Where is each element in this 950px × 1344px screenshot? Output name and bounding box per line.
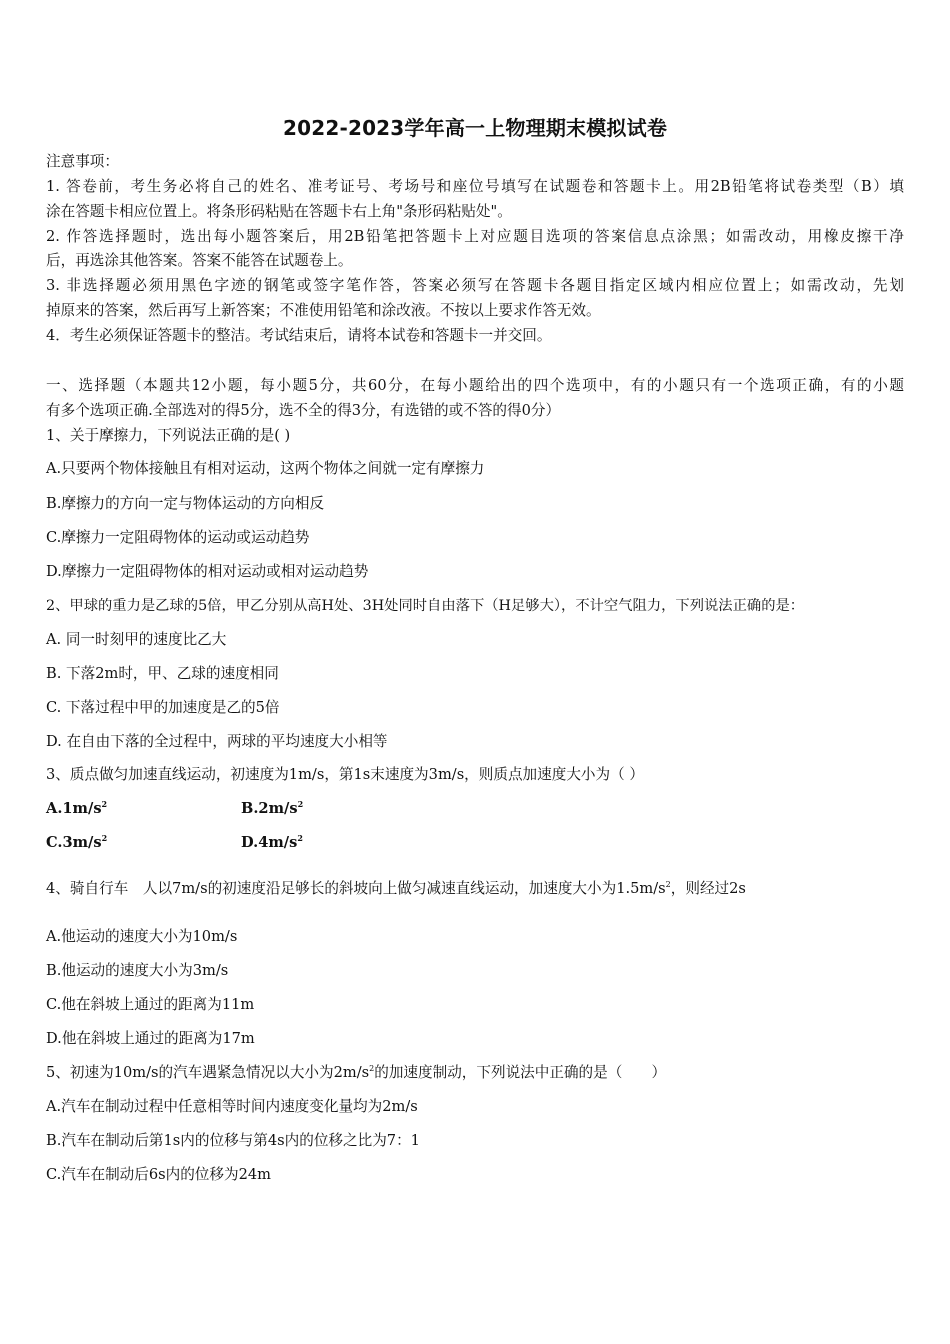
question-1-stem: 1、关于摩擦力，下列说法正确的是( ) bbox=[46, 427, 291, 444]
stem-text: 4、骑自行车 人以7m/s的初速度沿足够长的斜坡向上做匀减速直线运动，加速度大小为1.5m/s bbox=[46, 880, 666, 897]
superscript: 2 bbox=[369, 1064, 375, 1073]
notice-line: 2. 作答选择题时，选出每小题答案后，用2B铅笔把答题卡上对应题目选项的答案信息点涂黑；如需改动，用橡皮擦干净 bbox=[46, 228, 904, 245]
question-3-option-d bbox=[241, 833, 303, 853]
option-text: D.4m/s bbox=[241, 834, 298, 851]
superscript: 2 bbox=[101, 799, 108, 809]
notice-line: 涂在答题卡相应位置上。将条形码粘贴在答题卡右上角"条形码粘贴处"。 bbox=[46, 203, 512, 220]
question-1-option-c: C.摩擦力一定阻碍物体的运动或运动趋势 bbox=[46, 529, 310, 546]
question-2-option-b: B. 下落2m时，甲、乙球的速度相同 bbox=[46, 665, 279, 682]
notice-line: 3. 非选择题必须用黑色字迹的钢笔或签字笔作答，答案必须写在答题卡各题目指定区域内相应位置上；如需改动，先划 bbox=[46, 277, 904, 294]
question-4-option-b: B.他运动的速度大小为3m/s bbox=[46, 962, 229, 979]
question-3-option-b bbox=[241, 799, 303, 819]
notice-heading: 注意事项： bbox=[46, 153, 119, 170]
question-5-option-b: B.汽车在制动后第1s内的位移与第4s内的位移之比为7：1 bbox=[46, 1132, 420, 1149]
question-2-stem: 2、甲球的重力是乙球的5倍，甲乙分别从高H处、3H处同时自由落下（H足够大），不计空气阻力，下列说法正确的是： bbox=[46, 598, 805, 614]
option-text: C.3m/s bbox=[46, 834, 102, 851]
stem-text: ，则经过2s bbox=[670, 880, 746, 897]
notice-line: 1. 答卷前，考生务必将自己的姓名、准考证号、考场号和座位号填写在试题卷和答题卡上。用2B铅笔将试卷类型（B）填 bbox=[46, 178, 904, 195]
question-1-option-d: D.摩擦力一定阻碍物体的相对运动或相对运动趋势 bbox=[46, 563, 369, 580]
question-5-option-c: C.汽车在制动后6s内的位移为24m bbox=[46, 1166, 271, 1183]
question-2-option-d: D. 在自由下落的全过程中，两球的平均速度大小相等 bbox=[46, 733, 388, 750]
question-1-option-b: B.摩擦力的方向一定与物体运动的方向相反 bbox=[46, 495, 325, 512]
section-instructions: 一、选择题（本题共12小题，每小题5分，共60分，在每小题给出的四个选项中，有的小题只有一个选项正确，有的小题 bbox=[46, 377, 904, 394]
question-1-option-a: A.只要两个物体接触且有相对运动，这两个物体之间就一定有摩擦力 bbox=[46, 460, 485, 477]
stem-text: 5、初速为10m/s的汽车遇紧急情况以大小为2m/s bbox=[46, 1064, 370, 1081]
stem-text: 的加速度制动，下列说法中正确的是（ ） bbox=[374, 1064, 667, 1081]
question-4-option-c: C.他在斜坡上通过的距离为11m bbox=[46, 996, 255, 1013]
question-2-option-c: C. 下落过程中甲的加速度是乙的5倍 bbox=[46, 699, 280, 716]
notice-line: 后，再选涂其他答案。答案不能答在试题卷上。 bbox=[46, 252, 353, 269]
superscript: 2 bbox=[297, 833, 303, 843]
notice-line: 掉原来的答案，然后再写上新答案；不准使用铅笔和涂改液。不按以上要求作答无效。 bbox=[46, 302, 601, 319]
section-instructions: 有多个选项正确.全部选对的得5分，选不全的得3分，有选错的或不答的得0分） bbox=[46, 402, 561, 419]
superscript: 2 bbox=[665, 880, 671, 889]
option-text: B.2m/s bbox=[241, 800, 298, 817]
question-5-option-a: A.汽车在制动过程中任意相等时间内速度变化量均为2m/s bbox=[46, 1098, 418, 1115]
notice-line: 4．考生必须保证答题卡的整洁。考试结束后，请将本试卷和答题卡一并交回。 bbox=[46, 327, 552, 344]
question-3-option-c bbox=[46, 833, 107, 853]
question-5-stem bbox=[46, 1063, 666, 1083]
option-text: A.1m/s bbox=[46, 800, 102, 817]
page-title: 2022-2023学年高一上物理期末模拟试卷 bbox=[282, 116, 668, 140]
question-4-option-a: A.他运动的速度大小为10m/s bbox=[46, 928, 238, 945]
question-4-stem bbox=[46, 879, 746, 899]
question-2-option-a: A. 同一时刻甲的速度比乙大 bbox=[46, 631, 227, 648]
question-4-option-d: D.他在斜坡上通过的距离为17m bbox=[46, 1030, 255, 1047]
superscript: 2 bbox=[101, 833, 108, 843]
question-3-stem: 3、质点做匀加速直线运动，初速度为1m/s，第1s末速度为3m/s，则质点加速度大小为（ ） bbox=[46, 766, 644, 783]
superscript: 2 bbox=[297, 799, 304, 809]
question-3-option-a bbox=[46, 799, 107, 819]
